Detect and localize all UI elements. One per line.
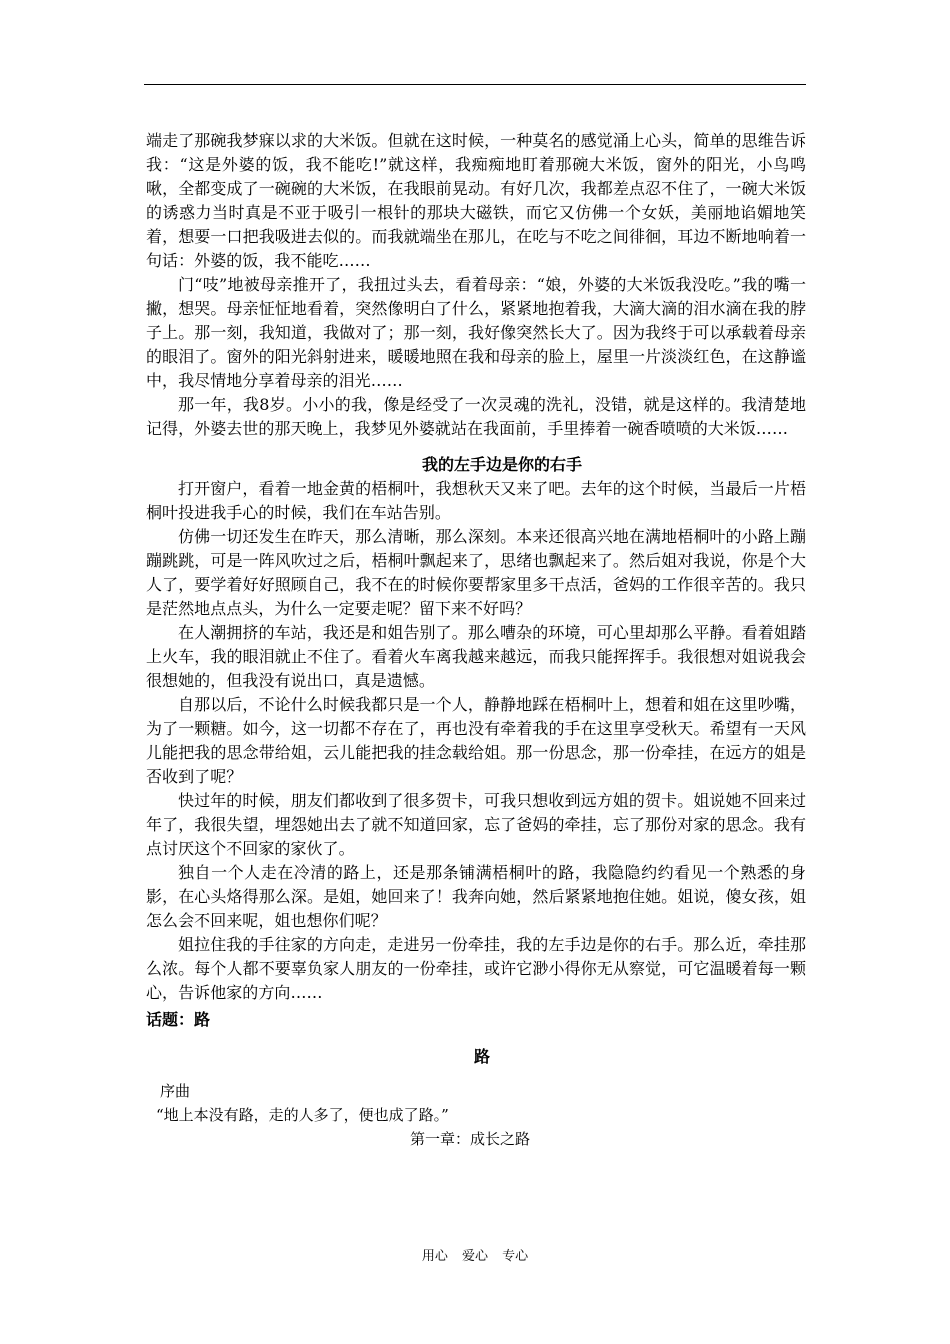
story-paragraph: 自那以后，不论什么时候我都只是一个人，静静地踩在梧桐叶上，想着和姐在这里吵嘴，为了一颗糖。如今，这一切都不存在了，再也没有牵着我的手在这里享受秋天。希望有一天风儿能把我的思念带给姐，云儿能把我的挂念载给姐。那一份思念，那一份牵挂，在远方的姐是否收到了呢？ <box>146 695 806 786</box>
road-title: 路 <box>473 1047 490 1066</box>
paragraph: 门“吱”地被母亲推开了，我扭过头去，看着母亲：“娘，外婆的大米饭我没吃。”我的嘴一撇，想哭。母亲怔怔地看着，突然像明白了什么，紧紧地抱着我，大滴大滴的泪水滴在我的脖子上。那一刻，我知道，我做对了；那一刻，我好像突然长大了。因为我终于可以承载着母亲的眼泪了。窗外的阳光斜射进来，暖暖地照在我和母亲的脸上，屋里一片淡淡红色，在这静谧中，我尽情地分享着母亲的泪光…… <box>146 275 806 390</box>
story-paragraph: 打开窗户，看着一地金黄的梧桐叶，我想秋天又来了吧。去年的这个时候，当最后一片梧桐叶投进我手心的时候，我们在车站告别。 <box>146 479 806 522</box>
story-paragraph: 在人潮拥挤的车站，我还是和姐告别了。那么嘈杂的环境，可心里却那么平静。看着姐踏上火车，我的眼泪就止不住了。看着火车离我越来越远，而我只能挥挥手。我很想对姐说我会很想她的，但我没有说出口，真是遗憾。 <box>146 623 806 690</box>
paragraph-continued: 端走了那碗我梦寐以求的大米饭。但就在这时候，一种莫名的感觉涌上心头，简单的思维告诉我：“这是外婆的饭，我不能吃!”就这样，我痴痴地盯着那碗大米饭，窗外的阳光，小鸟鸣啾，全都变成了一碗碗的大米饭，在我眼前晃动。有好几次，我都差点忍不住了，一碗大米饭的诱惑力当时真是不亚于吸引一根针的那块大磁铁，而它又仿佛一个女妖，美丽地谄媚地笑着，想要一口把我吸进去似的。而我就端坐在那儿，在吃与不吃之间徘徊，耳边不断地响着一句话：外婆的饭，我不能吃…… <box>146 131 806 270</box>
prelude-quote: “地上本没有路，走的人多了，便也成了路。” <box>156 1106 449 1124</box>
prelude-label: 序曲 <box>160 1082 191 1100</box>
header-rule <box>144 84 806 85</box>
story-title: 我的左手边是你的右手 <box>421 455 582 474</box>
chapter-title: 第一章：成长之路 <box>410 1130 531 1148</box>
paragraph: 那一年，我8岁。小小的我，像是经受了一次灵魂的洗礼，没错，就是这样的。我清楚地记得，外婆去世的那天晚上，我梦见外婆就站在我面前，手里捧着一碗香喷喷的大米饭…… <box>146 395 806 438</box>
story-paragraph: 快过年的时候，朋友们都收到了很多贺卡，可我只想收到远方姐的贺卡。姐说她不回来过年了，我很失望，埋怨她出去了就不知道回家，忘了爸妈的牵挂，忘了那份对家的思念。我有点讨厌这个不回家的家伙了。 <box>146 791 806 858</box>
main-content <box>146 129 806 1151</box>
page-footer: 用心 爱心 专心 <box>421 1249 529 1264</box>
story-paragraph: 仿佛一切还发生在昨天，那么清晰，那么深刻。本来还很高兴地在满地梧桐叶的小路上蹦蹦跳跳，可是一阵风吹过之后，梧桐叶飘起来了，思绪也飘起来了。然后姐对我说，你是个大人了，要学着好好照顾自己，我不在的时候你要帮家里多干点活，爸妈的工作很辛苦的。我只是茫然地点点头，为什么一定要走呢？留下来不好吗？ <box>146 527 806 618</box>
story-paragraph: 独自一个人走在冷清的路上，还是那条铺满梧桐叶的路，我隐隐约约看见一个熟悉的身影，在心头烙得那么深。是姐，她回来了！我奔向她，然后紧紧地抱住她。姐说，傻女孩，姐怎么会不回来呢，姐也想你们呢？ <box>146 863 806 930</box>
topic-label: 话题：路 <box>146 1010 211 1029</box>
story-paragraph: 姐拉住我的手往家的方向走，走进另一份牵挂，我的左手边是你的右手。那么近，牵挂那么浓。每个人都不要辜负家人朋友的一份牵挂，或许它渺小得你无从察觉，可它温暖着每一颗心，告诉他家的方向…… <box>146 935 806 1002</box>
